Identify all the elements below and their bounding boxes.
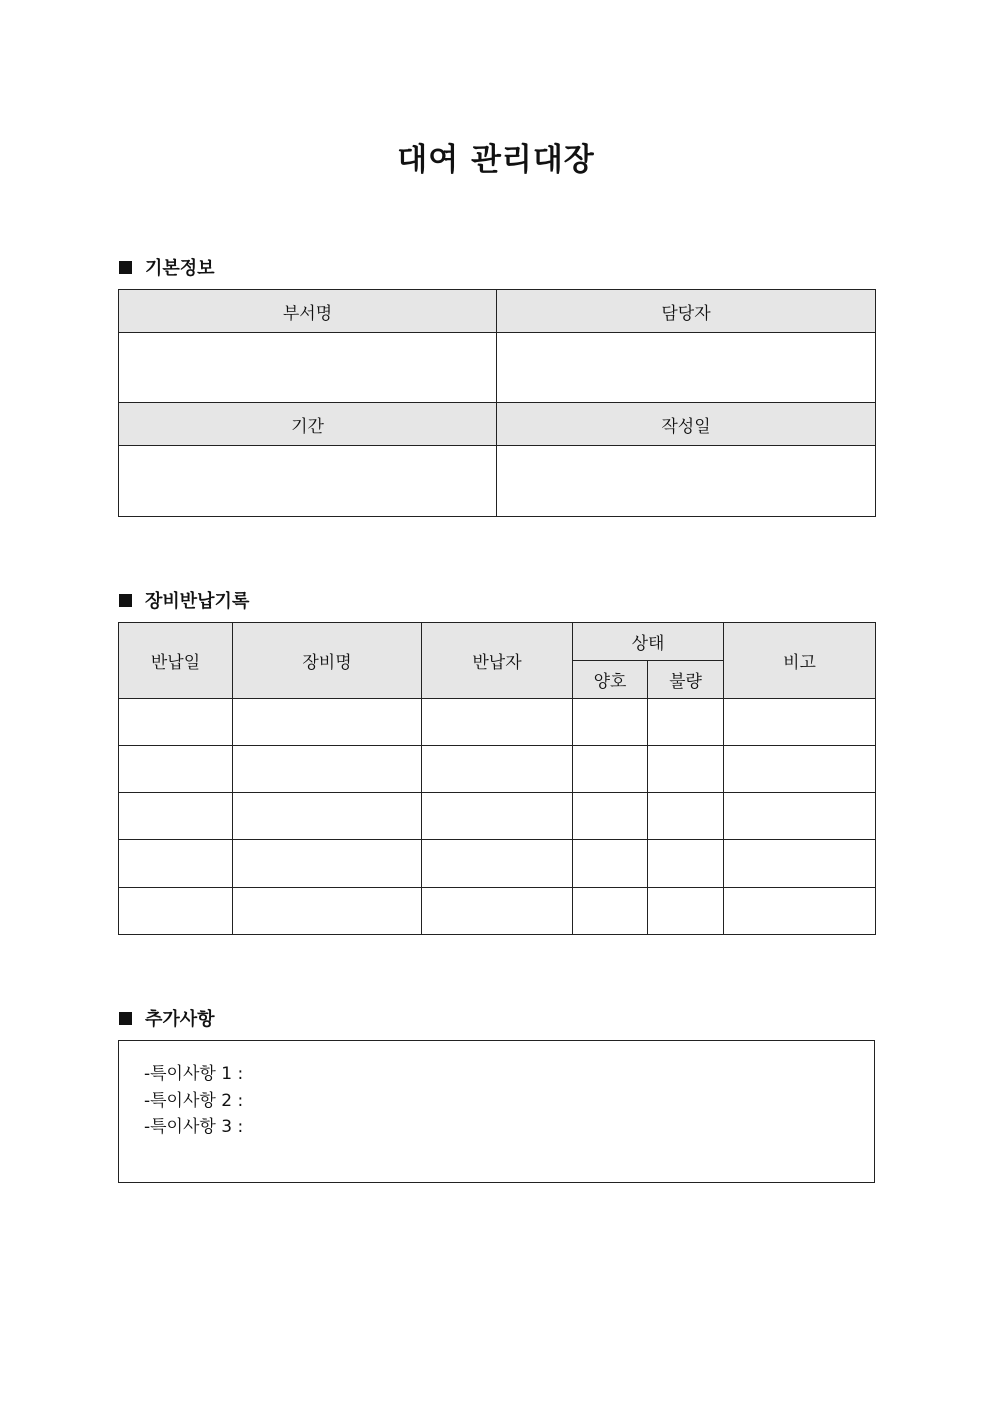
- column-header-returner: 반납자: [422, 623, 573, 699]
- return-date-cell[interactable]: [119, 793, 233, 840]
- column-header-return-date: 반납일: [119, 623, 233, 699]
- status-good-cell[interactable]: [573, 699, 648, 746]
- square-bullet-icon: [119, 261, 132, 274]
- section-heading-basic-info: [119, 254, 215, 280]
- basic-info-table: [118, 289, 876, 517]
- status-bad-cell[interactable]: [648, 793, 724, 840]
- status-bad-cell[interactable]: [648, 699, 724, 746]
- square-bullet-icon: [119, 1012, 132, 1025]
- note-item: -특이사항 2 :: [144, 1090, 244, 1111]
- return-records-table: [118, 622, 876, 935]
- status-good-cell[interactable]: [573, 888, 648, 935]
- return-date-cell[interactable]: [119, 746, 233, 793]
- square-bullet-icon: [119, 594, 132, 607]
- returner-cell[interactable]: [422, 793, 573, 840]
- equipment-cell[interactable]: [233, 746, 422, 793]
- department-field[interactable]: [119, 333, 497, 403]
- table-row: [119, 746, 876, 793]
- note-item: -특이사항 1 :: [144, 1064, 244, 1084]
- additional-notes-box[interactable]: [118, 1040, 875, 1183]
- equipment-cell[interactable]: [233, 699, 422, 746]
- return-date-cell[interactable]: [119, 840, 233, 888]
- table-row: [119, 888, 876, 935]
- table-row: [119, 699, 876, 746]
- status-bad-cell[interactable]: [648, 888, 724, 935]
- remarks-cell[interactable]: [724, 840, 876, 888]
- status-good-cell[interactable]: [573, 840, 648, 888]
- returner-cell[interactable]: [422, 888, 573, 935]
- remarks-cell[interactable]: [724, 699, 876, 746]
- manager-field[interactable]: [497, 333, 876, 403]
- section-heading-label: 장비반납기록: [145, 591, 250, 612]
- document-title: 대여 관리대장: [397, 142, 595, 178]
- column-header-status-bad: 불량: [648, 661, 724, 699]
- equipment-cell[interactable]: [233, 888, 422, 935]
- section-heading-label: 추가사항: [145, 1009, 215, 1030]
- returner-cell[interactable]: [422, 699, 573, 746]
- period-field[interactable]: [119, 446, 497, 517]
- returner-cell[interactable]: [422, 746, 573, 793]
- equipment-cell[interactable]: [233, 840, 422, 888]
- remarks-cell[interactable]: [724, 888, 876, 935]
- table-row: [119, 840, 876, 888]
- equipment-cell[interactable]: [233, 793, 422, 840]
- section-heading-additional: [119, 1005, 215, 1031]
- department-header: 부서명: [119, 290, 497, 333]
- remarks-cell[interactable]: [724, 793, 876, 840]
- status-bad-cell[interactable]: [648, 840, 724, 888]
- status-good-cell[interactable]: [573, 746, 648, 793]
- date-header: 작성일: [497, 403, 876, 446]
- manager-header: 담당자: [497, 290, 876, 333]
- table-row: [119, 793, 876, 840]
- status-bad-cell[interactable]: [648, 746, 724, 793]
- column-header-equipment: 장비명: [233, 623, 422, 699]
- note-item: -특이사항 3 :: [144, 1117, 244, 1137]
- column-header-status: 상태: [573, 623, 724, 661]
- return-date-cell[interactable]: [119, 888, 233, 935]
- returner-cell[interactable]: [422, 840, 573, 888]
- column-header-remarks: 비고: [724, 623, 876, 699]
- section-heading-return-records: [119, 587, 249, 613]
- status-good-cell[interactable]: [573, 793, 648, 840]
- notes-list: [119, 1041, 874, 1141]
- column-header-status-good: 양호: [573, 661, 648, 699]
- return-date-cell[interactable]: [119, 699, 233, 746]
- section-heading-label: 기본정보: [145, 258, 215, 279]
- remarks-cell[interactable]: [724, 746, 876, 793]
- date-field[interactable]: [497, 446, 876, 517]
- period-header: 기간: [119, 403, 497, 446]
